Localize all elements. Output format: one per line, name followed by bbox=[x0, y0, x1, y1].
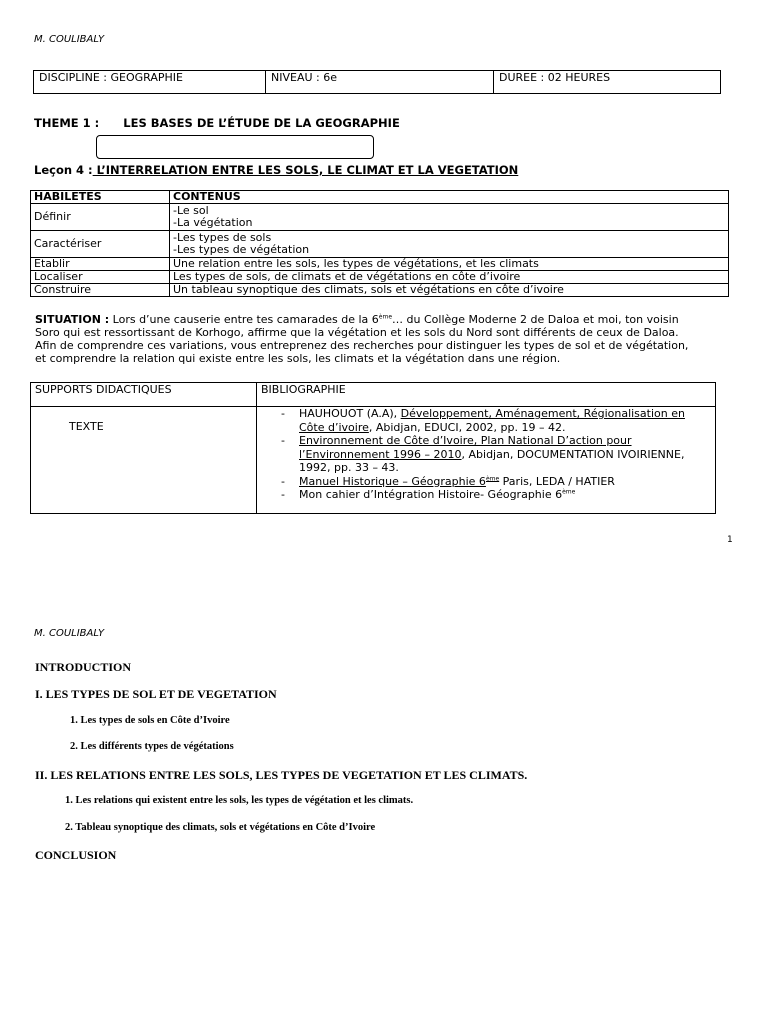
list-item bbox=[257, 475, 711, 489]
contenu-cell: Un tableau synoptique des climats, sols et végétations en côte d’ivoire bbox=[170, 284, 729, 297]
theme-input-box bbox=[96, 135, 374, 159]
list-dash: - bbox=[281, 488, 285, 501]
table-row bbox=[31, 231, 729, 258]
situation-text: Afin de comprendre ces variations, vous entreprenez des recherches pour distinguer les types de sol et de végétation, bbox=[35, 339, 689, 352]
bib-title: l’Environnement 1996 – 2010 bbox=[299, 447, 462, 461]
bib-title: Côte d’ivoire bbox=[299, 420, 369, 434]
bibliography-list bbox=[257, 407, 711, 502]
habilete-cell: Définir bbox=[31, 204, 170, 231]
contenu-line: -La végétation bbox=[173, 216, 253, 229]
discipline-cell: DISCIPLINE : GEOGRAPHIE bbox=[34, 71, 266, 94]
habilete-cell: Construire bbox=[31, 284, 170, 297]
habilete-cell: Etablir bbox=[31, 258, 170, 271]
habilete-cell: Caractériser bbox=[31, 231, 170, 258]
lesson-heading bbox=[34, 163, 518, 177]
bib-sup: ème bbox=[485, 474, 500, 482]
author-name: M. COULIBALY bbox=[34, 34, 105, 45]
supports-header: SUPPORTS DIDACTIQUES bbox=[31, 383, 257, 407]
outline-part1: I. LES TYPES DE SOL ET DE VEGETATION bbox=[35, 687, 277, 701]
list-dash: - bbox=[281, 434, 285, 447]
list-item bbox=[257, 407, 711, 434]
table-row bbox=[31, 284, 729, 297]
bib-text: 1992, pp. 33 – 43. bbox=[299, 461, 399, 474]
table-row bbox=[31, 204, 729, 231]
situation-sup: ème bbox=[378, 313, 393, 321]
contenu-line: -Les types de sols bbox=[173, 231, 272, 244]
bib-text: Paris, LEDA / HATIER bbox=[499, 474, 615, 488]
bib-sup: ème bbox=[562, 488, 576, 496]
lesson-label: Leçon 4 : bbox=[34, 163, 93, 177]
header-table bbox=[33, 70, 721, 94]
habilete-cell: Localiser bbox=[31, 271, 170, 284]
contenu-cell: Une relation entre les sols, les types de végétations, et les climats bbox=[170, 258, 729, 271]
page-number: 1 bbox=[727, 535, 733, 545]
situation-label: SITUATION : bbox=[35, 313, 110, 326]
supports-table bbox=[30, 382, 716, 514]
theme-title: LES BASES DE L’ÉTUDE DE LA GEOGRAPHIE bbox=[123, 116, 400, 130]
outline-part2-2: 2. Tableau synoptique des climats, sols et végétations en Côte d’Ivoire bbox=[65, 822, 376, 833]
contenu-cell: Les types de sols, de climats et de végétations en côte d’ivoire bbox=[170, 271, 729, 284]
bib-text: , Abidjan, DOCUMENTATION IVOIRIENNE, bbox=[461, 447, 685, 461]
situation-text: et comprendre la relation qui existe entre les sols, les climats et la végétation dans une région. bbox=[35, 352, 561, 365]
situation-text: Soro qui est ressortissant de Korhogo, affirme que la végétation et les sols du Nord sont différents de ceux de Daloa. bbox=[35, 326, 679, 339]
situation-text: Lors d’une causerie entre tes camarades de la 6 bbox=[109, 313, 379, 326]
bib-title: Environnement de Côte d’Ivoire, Plan National D’action pour bbox=[299, 434, 632, 447]
habiletes-header: HABILETES bbox=[31, 191, 170, 204]
outline-part1-2: 2. Les différents types de végétations bbox=[70, 741, 234, 752]
bib-text: HAUHOUOT (A.A), bbox=[299, 407, 401, 420]
contenu-cell bbox=[170, 231, 729, 258]
outline-part2: II. LES RELATIONS ENTRE LES SOLS, LES TYPES DE VEGETATION ET LES CLIMATS. bbox=[35, 768, 528, 782]
table-row bbox=[31, 258, 729, 271]
habiletes-table bbox=[30, 190, 729, 297]
lesson-title: L’INTERRELATION ENTRE LES SOLS, LE CLIMAT ET LA VEGETATION bbox=[92, 163, 519, 177]
contenu-cell bbox=[170, 204, 729, 231]
outline-conclusion: CONCLUSION bbox=[35, 848, 117, 862]
situation-text: … du Collège Moderne 2 de Daloa et moi, ton voisin bbox=[392, 313, 679, 326]
list-dash: - bbox=[281, 407, 285, 420]
theme-label: THEME 1 : bbox=[34, 116, 100, 130]
list-dash: - bbox=[281, 474, 285, 488]
outline-part1-1: 1. Les types de sols en Côte d’Ivoire bbox=[70, 715, 230, 726]
author-name-page2: M. COULIBALY bbox=[34, 628, 105, 639]
duree-cell: DUREE : 02 HEURES bbox=[494, 71, 721, 94]
outline-part2-1: 1. Les relations qui existent entre les sols, les types de végétation et les climats. bbox=[65, 795, 414, 806]
list-item bbox=[257, 488, 711, 502]
bib-text: Mon cahier d’Intégration Histoire- Géographie 6 bbox=[299, 488, 563, 501]
table-row bbox=[31, 271, 729, 284]
bibliographie-cell bbox=[257, 407, 716, 514]
supports-cell: TEXTE bbox=[31, 407, 257, 514]
contenu-line: -Le sol bbox=[173, 204, 209, 217]
outline-introduction: INTRODUCTION bbox=[35, 660, 132, 674]
bib-text: , Abidjan, EDUCI, 2002, pp. 19 – 42. bbox=[368, 420, 566, 434]
bib-title: Développement, Aménagement, Régionalisation en bbox=[400, 407, 685, 420]
bibliographie-header: BIBLIOGRAPHIE bbox=[257, 383, 716, 407]
niveau-cell: NIVEAU : 6e bbox=[266, 71, 494, 94]
contenu-line: -Les types de végétation bbox=[173, 243, 310, 256]
theme-heading bbox=[34, 116, 400, 130]
bib-title: Manuel Historique – Géographie 6 bbox=[299, 474, 486, 488]
contenus-header: CONTENUS bbox=[170, 191, 729, 204]
list-item bbox=[257, 434, 711, 475]
situation-paragraph bbox=[35, 313, 735, 365]
